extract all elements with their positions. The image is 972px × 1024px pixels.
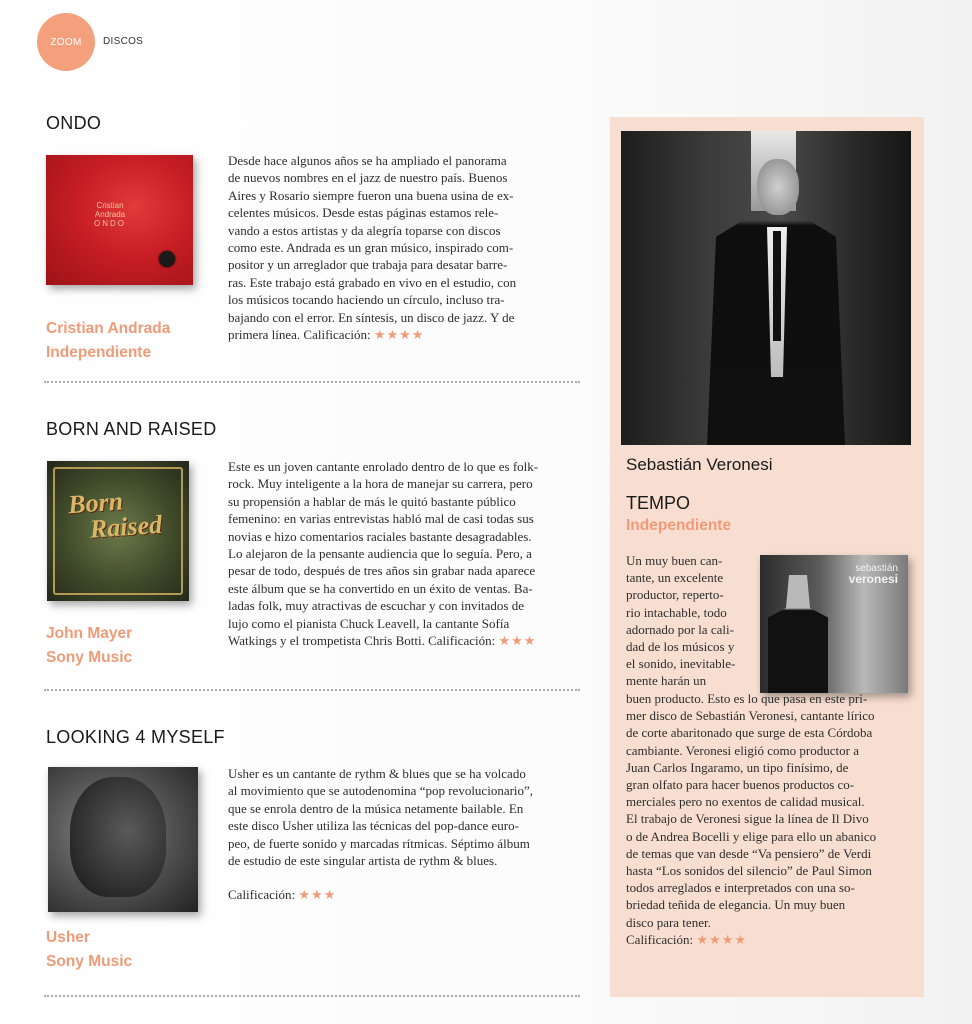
featured-record-label: Independiente <box>626 517 732 534</box>
rating-stars: ★★★★ <box>696 931 748 947</box>
record-label: Sony Music <box>46 953 133 970</box>
review-meta-ondo <box>46 317 170 365</box>
rating-stars: ★★★★ <box>373 327 425 343</box>
album-cover-looking-4-myself <box>48 767 198 912</box>
divider <box>44 381 580 383</box>
featured-review-text-wide: buen producto. Esto es lo que pasa en este pri- mer disco de Sebastián Veronesi, cantante lírico de corte abaritonado que surge de esta Córdoba cambiante. Veronesi eligió como productor a Juan Carlos Ingaramo, un tipo finísimo, de gran olfato para hacer buenos productos co- merciales pero no exentos de calidad musical. El trabajo de Veronesi sigue la línea de Il Divo o de Andrea Bocelli y elige para ello un abanico de temas que van desde “Va pensiero” de Verdi hasta “Los sonidos del silencio” de Paul Simon todos arreglados e interpretados con una so- briedad teñida de elegancia. Un muy buen disco para tener. Calificación: ★★★★ <box>626 691 877 947</box>
zoom-badge: ZOOM <box>37 13 95 71</box>
artist-name: John Mayer <box>46 625 133 642</box>
cover-dot <box>159 251 175 267</box>
review-meta-born-and-raised <box>46 622 132 670</box>
featured-album-title: TEMPO <box>626 493 691 513</box>
album-title-ondo: ONDO <box>46 113 102 133</box>
album-cover-born-and-raised <box>47 461 189 601</box>
artist-photo <box>621 131 911 445</box>
cover-text: Born Raised <box>67 486 164 544</box>
cover-text: Cristian Andrada ONDO <box>94 201 126 228</box>
review-text-looking-4-myself: Usher es un cantante de rythm & blues que se ha volcado al movimiento que se autodenomina “pop revolucionario”, que se enrola dentro de la música netamente bailable. En este disco Usher utiliza las técnicas del pop-dance euro- peo, de fuerte sonido y marcadas rítmicas. Séptimo álbum de estudio de este singular artista de rythm & blues. Calificación: ★★★ <box>228 766 534 903</box>
artist-name: Cristian Andrada <box>46 320 171 337</box>
divider <box>44 689 580 691</box>
rating-stars: ★★★ <box>498 633 537 649</box>
cover-text: sebastián veronesi <box>848 563 898 586</box>
divider <box>44 995 580 997</box>
artist-name: Usher <box>46 929 90 946</box>
review-text-ondo: Desde hace algunos años se ha ampliado el panorama de nuevos nombres en el jazz de nuestro país. Buenos Aires y Rosario siempre fueron una buena usina de ex- celentes músicos. Desde estas páginas estamos rele- vando a estos artistas y da alegría toparse con discos como este. Andrada es un gran músico, inspirado com- positor y un arreglador que trabaja para desatar barre- ras. Este trabajo está grabado en vivo en el estudio, con los músicos tocando haciendo un círculo, incluso tra- bajando con el error. En síntesis, un disco de jazz. Y de primera línea. Calificación: ★★★★ <box>228 153 517 343</box>
record-label: Independiente <box>46 344 152 361</box>
featured-review-text-narrow: Un muy buen can- tante, un excelente productor, reperto- rio intachable, todo adornado por la cali- dad de los músicos y el sonido, inevitable- mente harán un <box>626 553 736 689</box>
album-cover-ondo <box>46 155 193 285</box>
featured-artist-name: Sebastián Veronesi <box>626 455 773 474</box>
album-title-looking-4-myself: LOOKING 4 MYSELF <box>46 727 225 747</box>
review-meta-looking-4-myself <box>46 926 132 974</box>
album-cover-tempo <box>760 555 908 693</box>
review-text-born-and-raised: Este es un joven cantante enrolado dentro de lo que es folk- rock. Muy inteligente a la hora de manejar su carrera, pero su propensión a hablar de más le quitó bastante público femenino: en varias entrevistas habló mal de casi todas sus novias e hizo comentarios raciales bastante desagradables. Lo alejaron de la pensante audiencia que lo seguía. Pero, a pesar de todo, después de tres años sin grabar nada aparece este álbum que se ha convertido en un éxito de ventas. Ba- ladas folk, muy atractivas de escuchar y con invitados de lujo como el pianista Chuck Leavell, la cantante Sofía Watkings y el trompetista Chris Botti. Calificación: ★★★ <box>228 459 539 649</box>
record-label: Sony Music <box>46 649 133 666</box>
rating-stars: ★★★ <box>298 887 337 903</box>
album-title-born-and-raised: BORN AND RAISED <box>46 419 217 439</box>
section-label: DISCOS <box>103 36 144 47</box>
